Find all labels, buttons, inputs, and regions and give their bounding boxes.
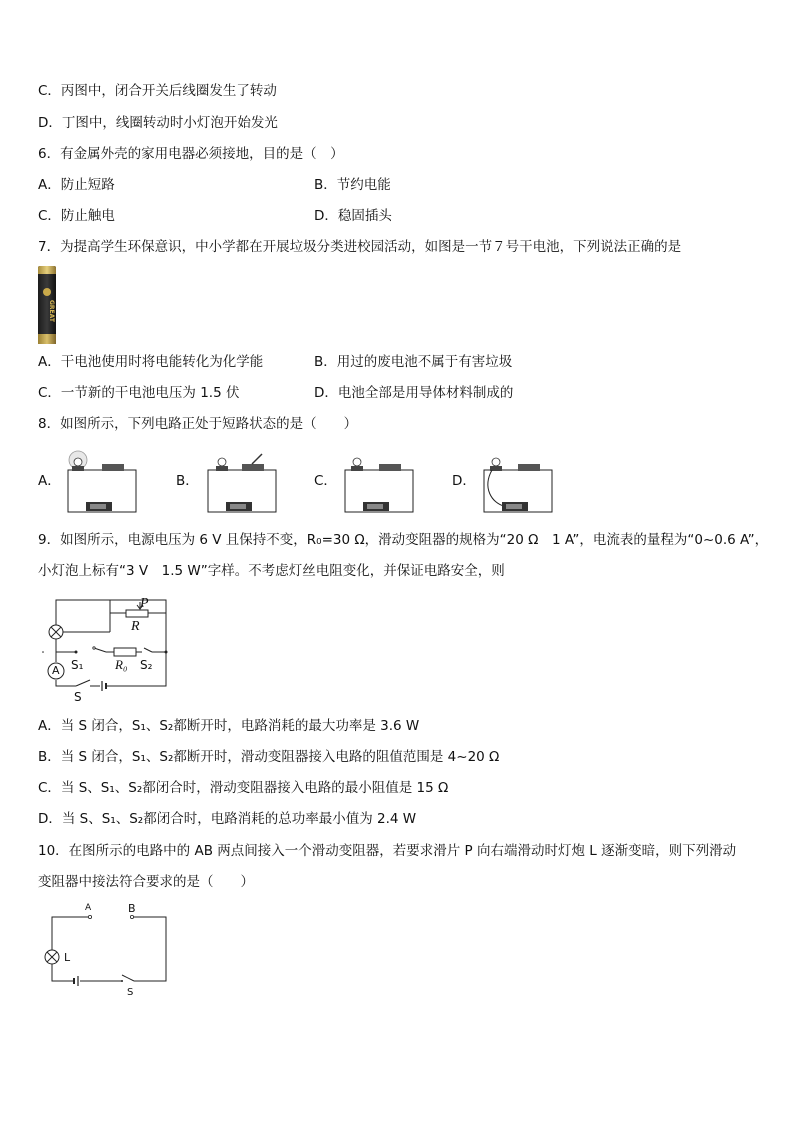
- q9-label-s: S: [74, 690, 82, 704]
- q7-option-b: B．用过的废电池不属于有害垃圾: [314, 354, 513, 370]
- q7-option-a: A．干电池使用时将电能转化为化学能: [38, 354, 264, 370]
- q9-option-a: A．当 S 闭合，S₁、S₂都断开时，电路消耗的最大功率是 3.6 W: [38, 718, 420, 734]
- q8-stem: 8．如图所示，下列电路正处于短路状态的是（ ）: [38, 416, 358, 432]
- q6-option-a: A．防止短路: [38, 177, 115, 193]
- q8-circuit-d: [482, 448, 554, 516]
- q9-option-d: D．当 S、S₁、S₂都闭合时，电路消耗的总功率最小值为 2.4 W: [38, 811, 417, 827]
- q6-option-c: C．防止触电: [38, 208, 115, 224]
- q10-circuit-diagram: [38, 902, 170, 995]
- q7-option-c: C．一节新的干电池电压为 1.5 伏: [38, 385, 240, 401]
- q10-stem-line2: 变阻器中接法符合要求的是（ ）: [38, 874, 254, 890]
- q6-stem: 6．有金属外壳的家用电器必须接地，目的是（ ）: [38, 146, 344, 162]
- q5-option-d: D．丁图中，线圈转动时小灯泡开始发光: [38, 115, 278, 131]
- q8-label-b: B．: [176, 473, 199, 489]
- q8-label-a: A．: [38, 473, 61, 489]
- q9-label-s2: S₂: [140, 658, 153, 672]
- q9-label-s1: S₁: [71, 658, 84, 672]
- q7-stem: 7．为提高学生环保意识，中小学都在开展垃圾分类进校园活动，如图是一节７号干电池，下列说法正确的是: [38, 239, 682, 255]
- q9-option-b: B．当 S 闭合，S₁、S₂都断开时，滑动变阻器接入电路的阻值范围是 4~20 Ω: [38, 749, 500, 765]
- q6-option-b: B．节约电能: [314, 177, 391, 193]
- q6-option-d: D．稳固插头: [314, 208, 392, 224]
- q8-label-d: D．: [452, 473, 476, 489]
- q9-stem-line2: 小灯泡上标有“3 V 1.5 W”字样。不考虑灯丝电阻变化，并保证电路安全，则: [38, 563, 505, 579]
- q9-label-r: R: [131, 619, 140, 634]
- q8-label-c: C．: [314, 473, 337, 489]
- q5-option-c: C．丙图中，闭合开关后线圈发生了转动: [38, 83, 277, 99]
- q10-label-s: S: [127, 987, 134, 998]
- q10-label-b: B: [128, 902, 136, 915]
- q9-label-r0: R₀: [115, 657, 128, 672]
- q9-label-p: P: [140, 596, 149, 611]
- battery-image: [38, 266, 56, 344]
- q9-option-c: C．当 S、S₁、S₂都闭合时，滑动变阻器接入电路的最小阻值是 15 Ω: [38, 780, 449, 796]
- battery-brand-text: GREAT: [48, 300, 55, 322]
- q9-label-ammeter: A: [52, 664, 60, 677]
- q10-label-a: A: [85, 903, 92, 913]
- q9-stem-line1: 9．如图所示，电源电压为 6 V 且保持不变，R₀=30 Ω，滑动变阻器的规格为“20 Ω 1 A”，电流表的量程为“0~0.6 A”，: [38, 532, 769, 548]
- q8-circuit-a: [66, 448, 138, 516]
- q8-circuit-b: [206, 448, 278, 516]
- q8-circuit-c: [343, 448, 415, 516]
- q10-label-l: L: [64, 951, 71, 964]
- q9-circuit-diagram: [40, 592, 174, 704]
- q7-option-d: D．电池全部是用导体材料制成的: [314, 385, 514, 401]
- q10-stem-line1: 10．在图所示的电路中的 AB 两点间接入一个滑动变阻器，若要求滑片 P 向右端滑动时灯炮 L 逐渐变暗，则下列滑动: [38, 843, 737, 859]
